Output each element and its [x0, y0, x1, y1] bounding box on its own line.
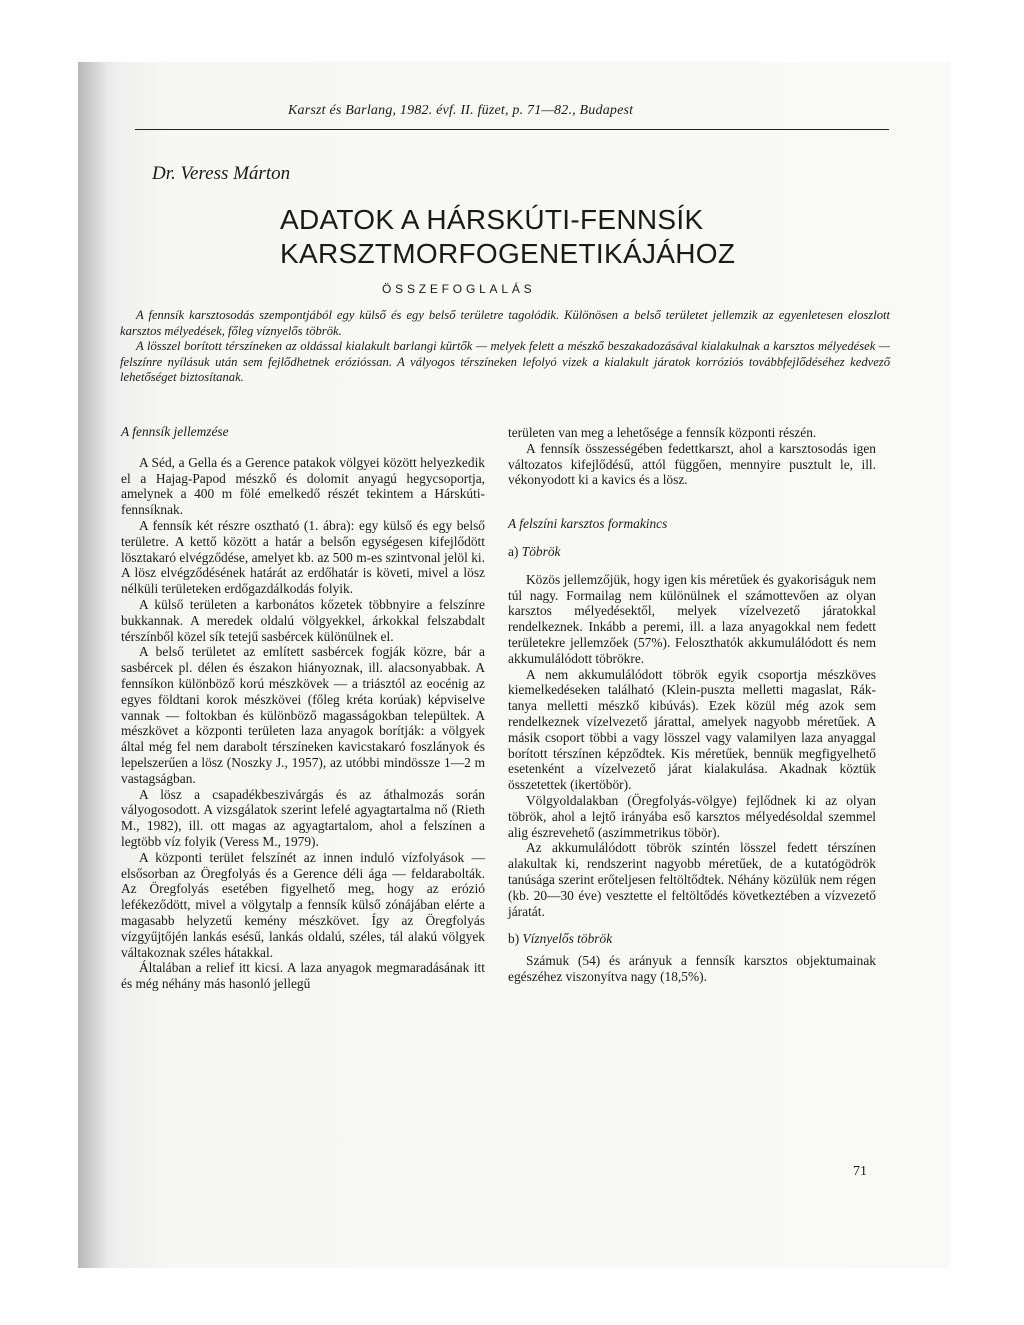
subsection-heading-a — [508, 544, 876, 560]
body-paragraph: Általában a relief itt kicsi. A laza anyagok megmaradásának itt és még néhány más hasonló jellegű — [121, 960, 485, 992]
body-paragraph: A Séd, a Gella és a Gerence patakok völgyei között helyezkedik el a Hajag-Papod mészkő és dolomit anyagú hegycsoportja, amelynek a 400 m fölé emelkedő részét tekintem a Hárskúti-fennsíknak. — [121, 454, 485, 518]
author-name: Dr. Veress Márton — [152, 163, 291, 184]
header-rule — [135, 129, 889, 130]
body-paragraph: Völgyoldalakban (Öregfolyás-völgye) fejlődnek ki az olyan töbrök, ahol a lejtő irányába eső karsztos mélyedésoldal szemmel alig észrevehető (aszimmetrikus töbör). — [508, 792, 876, 840]
subsection-title: Víznyelős töbrök — [522, 931, 613, 947]
running-head: Karszt és Barlang, 1982. évf. II. füzet, p. 71—82., Budapest — [288, 103, 634, 118]
body-paragraph: Számuk (54) és arányuk a fennsík karsztos objektumainak egészéhez viszonyítva nagy (18,5%). — [508, 953, 876, 984]
right-column — [508, 425, 876, 985]
title-line-1: ADATOK A HÁRSKÚTI-FENNSÍK — [280, 204, 704, 235]
article-title — [280, 203, 760, 271]
left-column — [121, 424, 485, 992]
section-heading: A fennsík jellemzése — [121, 424, 229, 439]
summary-heading: ÖSSZEFOGLALÁS — [382, 282, 536, 296]
abstract — [120, 308, 890, 386]
body-paragraph: A külső területen a karbonátos kőzetek többnyire a felszínre bukkannak. A meredek oldalú völgyekkel, árkokkal felszabdalt térszínből közel sík tetejű sasbércek különülnek el. — [121, 596, 485, 644]
section-heading: A felszíni karsztos formakincs — [508, 516, 668, 532]
abstract-paragraph: A fennsík karsztosodás szempontjából egy külső és egy belső területre tagolódik. Különösen a belső területet jellemzik az egyenletesen eloszlott karsztos mélyedések, főleg víznyelős töbrök. — [120, 308, 890, 338]
body-paragraph-continuation: területen van meg a lehetősége a fennsík központi részén. — [508, 425, 817, 440]
body-paragraph: A fennsík két részre osztható (1. ábra): egy külső és egy belső területre. A kettő között a határ a belsőn egységesen kifejlődött lösztakaró elvégződése, amelyet kb. az 500 m-es szintvonal jelöl ki. A lösz elvégződésének határát az erdőhatár is követi, mivel a lösz nélküli területeken erdőgazdálkodás folyik. — [121, 517, 485, 597]
subsection-heading-b — [508, 931, 876, 947]
subsection-label: b) — [508, 931, 520, 947]
body-paragraph: A fennsík összességében fedettkarszt, ahol a karsztosodás igen változatos kifejlődésű, attól függően, mennyire pusztult le, ill. vékonyodott ki a kavics és a lösz. — [508, 440, 876, 488]
title-line-2: KARSZTMORFOGENETIKÁJÁHOZ — [280, 238, 736, 269]
body-paragraph: Közös jellemzőjük, hogy igen kis méretűek és gyakoriságuk nem túl nagy. Formailag nem különülnek el számottevően az olyan karsztos mélyedésektől, melyek vízelvezető járatokkal rendelkeznek. Inkább a peremi, ill. a laza anyagokkal nem fedett területekre jellemzőek (57%). Feloszthatók akkumulálódott és nem akkumulálódott töbrökre. — [508, 571, 876, 666]
body-paragraph: Az akkumulálódott töbrök szintén lösszel fedett térszínen alakultak ki, rendszerint nagyobb méretűek, de a kutatógödrök tanúsága szerint erőteljesen feltöltődtek. Néhány közülük nem régen (kb. 20—30 éve) vesztette el feltöltődés következtében a vízvezető járatát. — [508, 840, 876, 919]
abstract-paragraph: A lösszel borított térszíneken az oldással kialakult barlangi kürtők — melyek felett a mészkő beszakadozásával kialakulnak a karsztos mélyedések — felszínre nyílásuk után sem fejlődhetnek erózióssan. A vályogos térszíneken lefolyó vizek a kialakult járatok korróziós továbbfejlődéséhez kedvező lehetőséget biztosítanak. — [120, 339, 890, 385]
body-paragraph: A központi terület felszínét az innen induló vízfolyások — elsősorban az Öregfolyás és a Gerence déli ága — feldarabolták. Az Öregfolyás esetében figyelhető meg, hogy az erózió lefékeződött, mivel a völgytalp a fennsík külső zónájában elérte a magasabb helyzetű kemény mészkövet. Így az Öregfolyás vízgyűjtőjén lankás esésű, lankás oldalú, széles, tál alakú völgyek váltakoznak széles hátakkal. — [121, 849, 485, 960]
page-number: 71 — [853, 1164, 867, 1179]
body-paragraph: A belső területet az említett sasbércek fogják közre, bár a sasbércek pl. délen és északon hiányoznak, ill. alacsonyabbak. A fennsíkon különböző korú mészkövek — a triásztól az eocénig az egyes földtani korok mészkövei (főleg kréta korúak) képviselve vannak — foltokban és különböző magasságokban települtek. A mészkövet a központi területen laza anyagok borítják: a völgyek által még fel nem darabolt térszíneken kavicstakaró foszlányok és lepelszerűen a lösz (Noszky J., 1957), az utóbbi mindössze 1—2 m vastagságban. — [121, 644, 485, 786]
subsection-label: a) — [508, 543, 519, 559]
body-paragraph: A lösz a csapadékbeszivárgás és az áthalmozás során vályogosodott. A vizsgálatok szerint lefelé agyagtartalma nő (Rieth M., 1982), ill. ott magas az agyagtartalom, ahol a felszínen a legtöbb víz folyik (Veress M., 1979). — [121, 786, 485, 849]
subsection-title: Töbrök — [521, 543, 561, 559]
body-paragraph: A nem akkumulálódott töbrök egyik csoportja mészköves kiemelkedéseken található (Klein-puszta melletti magaslat, Rák-tanya melletti mészkő kibúvás). Ezek közül még azok sem rendelkeznek vízelvezető járattal, amelyek nagyobb méretűek. A másik csoport többi a vagy lösszel vagy valamilyen laza anyaggal borított térszínen képződtek. Kis méretűek, bennük megfigyelhető esetenként a vízelvezető járat kialakulása. Akadnak köztük összetettek (ikertöbör). — [508, 666, 876, 793]
